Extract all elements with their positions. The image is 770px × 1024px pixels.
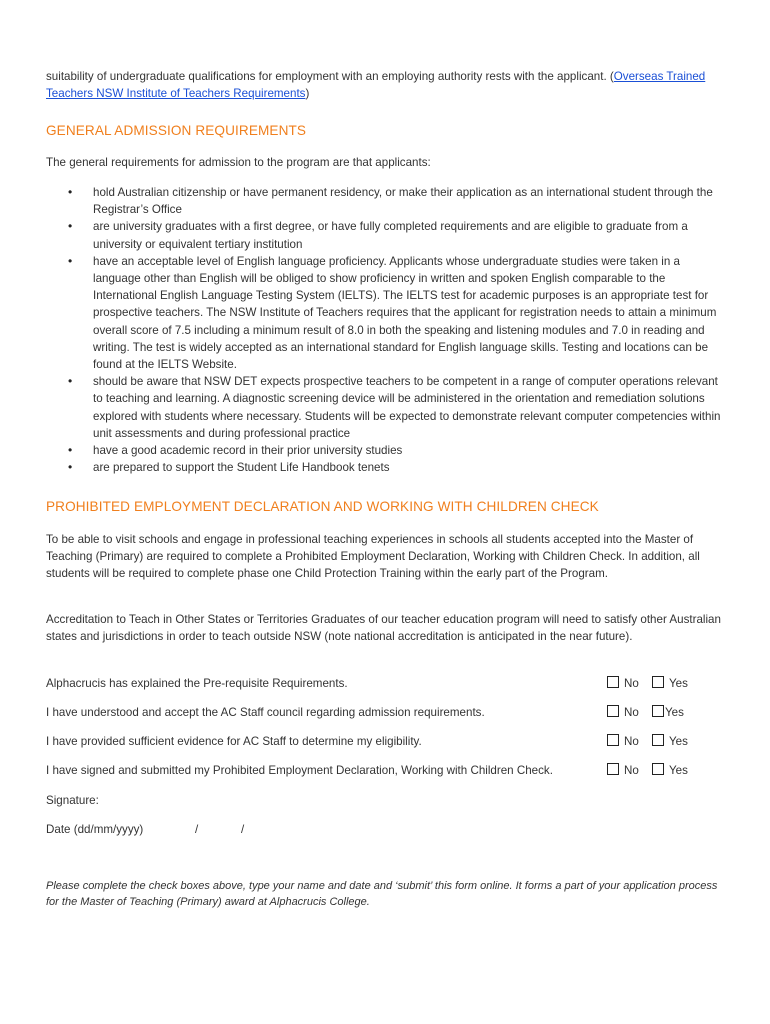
general-admission-heading: GENERAL ADMISSION REQUIREMENTS bbox=[46, 123, 307, 138]
no-checkbox[interactable] bbox=[607, 676, 619, 688]
date-label: Date (dd/mm/yyyy) bbox=[46, 823, 144, 836]
intro-text: suitability of undergraduate qualifications for employment with an employing authority rests with the applicant. ( bbox=[46, 70, 614, 83]
yes-label: Yes bbox=[669, 677, 688, 690]
yes-label: Yes bbox=[669, 735, 688, 748]
list-item: • are prepared to support the Student Life Handbook tenets bbox=[46, 459, 726, 476]
checklist-question: I have understood and accept the AC Staff council regarding admission requirements. bbox=[46, 706, 485, 719]
intro-text-end: ) bbox=[305, 87, 310, 101]
signature-label: Signature: bbox=[46, 794, 99, 807]
requirements-list bbox=[46, 184, 726, 476]
checklist-row-admission bbox=[46, 704, 726, 722]
intro-paragraph bbox=[46, 68, 726, 102]
date-separator: / bbox=[195, 823, 199, 836]
checklist-question: Alphacrucis has explained the Pre-requisite Requirements. bbox=[46, 677, 348, 690]
list-item: • are university graduates with a first degree, or have fully completed requirements and are eligible to graduate from a university or equivalent tertiary institution bbox=[46, 218, 726, 252]
checklist-row-prerequisites bbox=[46, 675, 726, 693]
no-checkbox[interactable] bbox=[607, 763, 619, 775]
checklist-row-eligibility bbox=[46, 733, 726, 751]
checklist-row-declaration bbox=[46, 762, 726, 780]
no-checkbox[interactable] bbox=[607, 705, 619, 717]
checklist-question: I have provided sufficient evidence for AC Staff to determine my eligibility. bbox=[46, 735, 422, 748]
checklist-question: I have signed and submitted my Prohibited Employment Declaration, Working with Children Check. bbox=[46, 764, 553, 777]
no-checkbox[interactable] bbox=[607, 734, 619, 746]
date-separator: / bbox=[241, 823, 245, 836]
yes-label: Yes bbox=[665, 706, 684, 719]
yes-checkbox[interactable] bbox=[652, 676, 664, 688]
general-lead-text: The general requirements for admission to the program are that applicants: bbox=[46, 156, 431, 169]
no-label: No bbox=[624, 735, 639, 748]
accreditation-paragraph: Accreditation to Teach in Other States or Territories Graduates of our teacher education program will need to satisfy other Australian states and jurisdictions in order to teach outside NSW (note national accreditation is anticipated in the near future). bbox=[46, 613, 721, 644]
yes-checkbox[interactable] bbox=[652, 705, 664, 717]
list-item: • have an acceptable level of English language proficiency. Applicants whose undergraduate studies were taken in a language other than English will be obliged to show proficiency in written and spoken English comparable to the International English Language Testing System (IELTS). The IELTS test for academic purposes is an appropriate test for prospective teachers. The NSW Institute of Teachers requires that the applicant for registration needs to attain a minimum overall score of 7.5 including a minimum result of 8.0 in both the speaking and listening modules and 7.0 in reading and writing. The test is widely accepted as an international standard for English language skills. Testing and locations can be found at the IELTS Website. bbox=[46, 253, 726, 373]
list-item: • hold Australian citizenship or have permanent residency, or make their application as an international student through the Registrar’s Office bbox=[46, 184, 726, 218]
footer-note: Please complete the check boxes above, type your name and date and ‘submit’ this form online. It forms a part of your application process for the Master of Teaching (Primary) award at Alphacrucis College. bbox=[46, 880, 718, 909]
yes-checkbox[interactable] bbox=[652, 734, 664, 746]
prohibited-paragraph-1: To be able to visit schools and engage in professional teaching experiences in schools all students accepted into the Master of Teaching (Primary) are required to complete a Prohibited Employment Declaration, Working with Children Check. In addition, all students will be required to complete phase one Child Protection Training within the early part of the Program. bbox=[46, 533, 700, 581]
list-item: • should be aware that NSW DET expects prospective teachers to be competent in a range of computer operations relevant to teaching and learning. A diagnostic screening device will be administered in the orientation and remediation solutions explored with students where necessary. Students will be expected to demonstrate relevant computer competencies within unit assessments and during professional practice bbox=[46, 373, 726, 442]
no-label: No bbox=[624, 677, 639, 690]
yes-label: Yes bbox=[669, 764, 688, 777]
list-item: • have a good academic record in their prior university studies bbox=[46, 442, 726, 459]
yes-checkbox[interactable] bbox=[652, 763, 664, 775]
no-label: No bbox=[624, 764, 639, 777]
prohibited-employment-heading: PROHIBITED EMPLOYMENT DECLARATION AND WORKING WITH CHILDREN CHECK bbox=[46, 499, 599, 514]
overseas-teachers-link[interactable]: Overseas Trained Teachers NSW Institute of Teachers Requirements bbox=[46, 70, 706, 101]
no-label: No bbox=[624, 706, 639, 719]
